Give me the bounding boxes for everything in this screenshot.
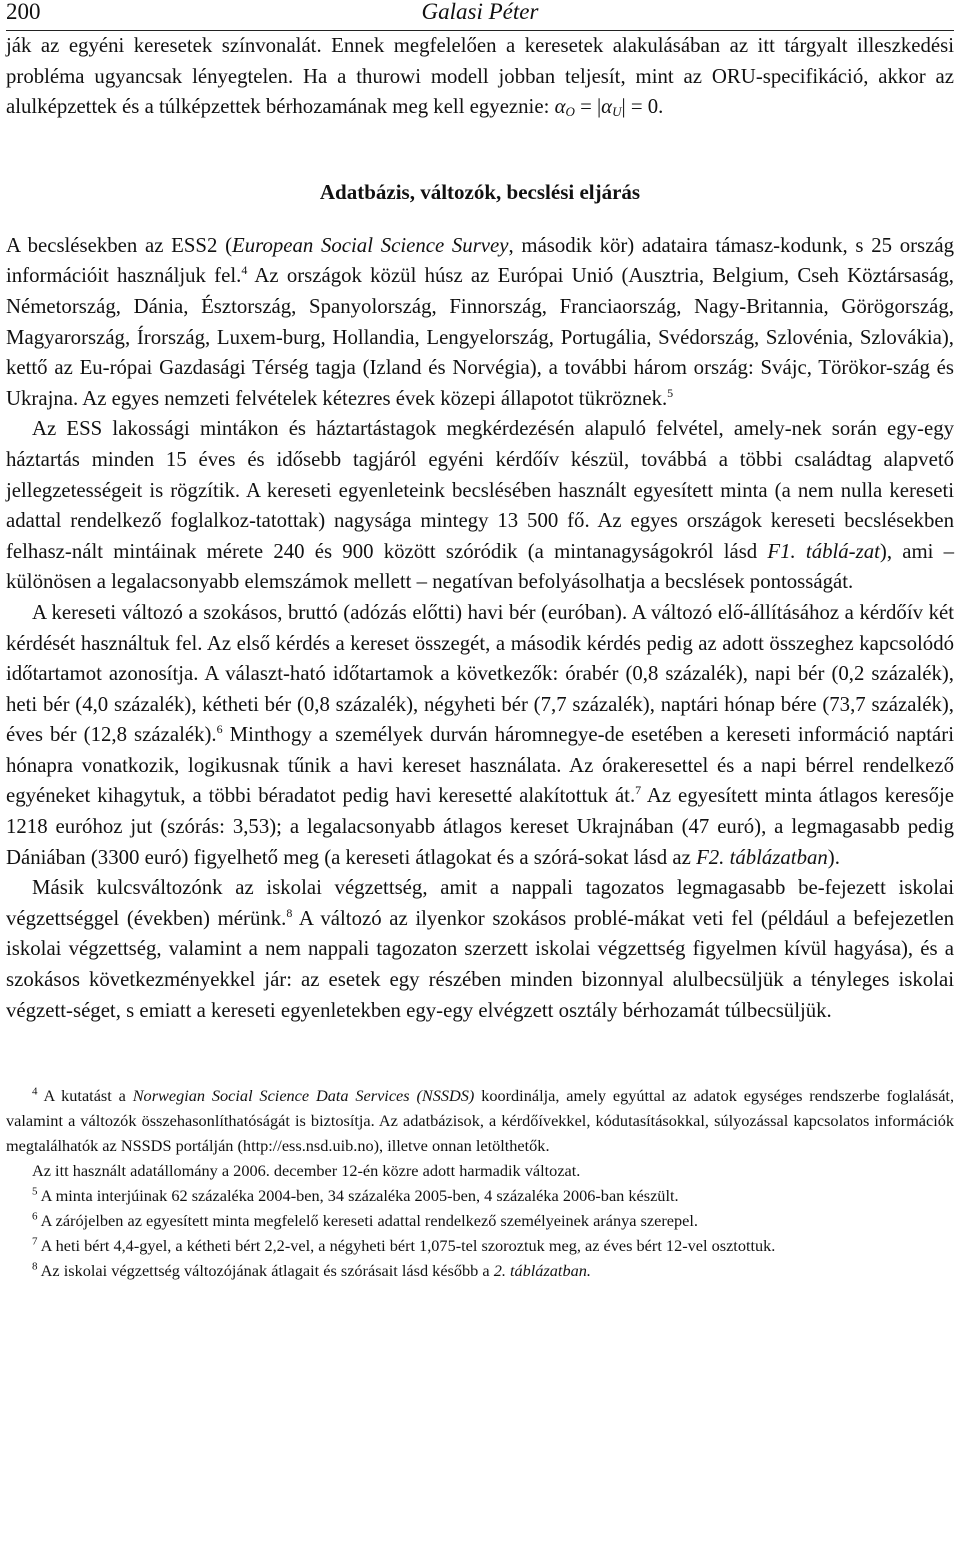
body-text [6,31,954,1026]
footnote-6 [6,1209,954,1234]
table-ref-f1: F1. táblá-zat [767,539,880,563]
alpha-symbol: α [601,95,613,119]
text-run: A kutatást a [37,1086,133,1106]
page-number: 200 [6,0,41,24]
intro-paragraph [6,31,954,123]
footnote-4 [6,1084,954,1159]
paragraph-education [6,873,954,1026]
table-ref-2: 2. táblázatban. [493,1260,591,1280]
text-run: Az országok közül húsz az Európai Unió (Ausztria, Belgium, Cseh Köztársaság, Németország, Dánia, Észtország, Spanyolország, Finnország, Franciaország, Nagy-Britannia, Görögország, Magyarország, Írország, Luxem-burg, Hollandia, Lengyelország, Portugália, Svédország, Szlovénia, Szlovákia), kettő az Eu-rópai Gazdasági Térség tagja (Izland és Norvégia), a további három ország: Svájc, Törökor-szág és Ukrajna. Az egyes nemzeti felvételek kétezres évek közepi állapotot tükröznek. [6,264,954,410]
text-run: , második kör) adataira támasz-kodunk, s 25 ország információit használjuk fel. [6,233,954,288]
text-run: A minta interjúinak 62 százaléka 2004-ben, 34 százaléka 2005-ben, 4 százaléka 2006-ban készült. [37,1185,679,1205]
text-run: A becslésekben az ESS2 ( [6,233,233,257]
text-run: Az ESS lakossági mintákon és háztartástagok megkérdezésén alapuló felvétel, amely-nek során egy-egy háztartás minden 15 éves és idősebb tagjáról egyéni kérdőív készül, továbbá a többi családtag alapvető jellegzetességeit is rögzítik. A kereseti egyenleteink becslésében használt egyesített minta (a nem nulla kereseti adattal rendelkező foglalkoz-tatottak) nagysága mintegy 13 500 fő. Az egyes országok kereseti becslésekben felhasz-nált mintáinak mérete 240 és 900 között szóródik (a mintanagyságokról lásd [6,417,954,563]
footnote-7 [6,1234,954,1259]
footnote-ref-4[interactable]: 4 [241,263,248,278]
equation-part: | = 0. [621,95,664,119]
footnote-mark: 6 [32,1210,38,1223]
organization-name: Norwegian Social Science Data Services (NSSDS) [132,1086,475,1106]
footnote-ref-5[interactable]: 5 [667,385,674,400]
text-run: A kereseti változó a szokásos, bruttó (adózás előtti) havi bér (euróban). A változó elő-állításához a kérdőív két kérdését használtuk fel. Az első kérdés a kereset összegét, a második kérdés pedig az adott összeghez kapcsolódó időtartamot azonosítja. A választ-ható időtartamok a következők: órabér (0,8 százalék), napi bér (0,2 százalék), heti bér (4,0 százalék), kétheti bér (0,8 százalék), négyheti bér (7,7 százalék), naptári hónap bére (73,7 százalék), éves bér (12,8 százalék). [6,600,954,747]
survey-name: European Social Science Survey [232,233,509,257]
text-run: koordinálja, amely egyúttal az adatok egységes rendszerbe foglalását, valamint a változók összehasonlíthatóságát is biztosítja. Az adatbázisok, a kérdőívekkel, kódutasításokkal, súlyozással kapcsolatos információk megtalálhatók az NSSDS portálján (http://ess.nsd.uib.no), illetve onnan letölthetők. [6,1086,955,1156]
section-heading: Adatbázis, változók, becslési eljárás [319,179,641,204]
text-run: A zárójelben az egyesített minta megfelelő kereseti adattal rendelkező személyeinek aránya szerepel. [37,1210,698,1230]
equation-part: = | [574,95,602,119]
text-run: A változó az ilyenkor szokásos problé-mákat veti fel (például a befejezetlen iskolai végzettség, valamint a nem nappali tagozaton szerzett iskolai végzettség figyelmen kívül hagyása), és a szokásos következményekkel jár: az esetek egy részében minden bizonnyal alulbecsüljük a tényleges iskolai végzett-séget, s emiatt a kereseti egyenletekben egy-egy elvégzett osztály bérhozamát túlbecsüljük. [6,906,954,1022]
text-run: Az iskolai végzettség változójának átlagait és szórásait lásd később a [37,1260,494,1280]
footnote-mark: 4 [32,1085,38,1098]
text-run: ). [827,845,840,869]
paragraph-earnings [6,598,954,873]
footnote-mark: 8 [32,1260,38,1273]
footnote-4-continuation: Az itt használt adatállomány a 2006. december 12-én közre adott harmadik változat. [32,1160,581,1180]
page [6,0,954,1283]
footnote-mark: 7 [32,1235,38,1248]
subscript-o: O [565,104,575,120]
footnote-5 [6,1184,954,1209]
text-run: A heti bért 4,4-gyel, a kétheti bért 2,2-vel, a négyheti bért 1,075-tel szoroztuk meg, az éves bért 12-vel osztottuk. [37,1235,776,1255]
text-run: Minthogy a személyek durván háromnegye-de esetében a kereseti információ naptári hónapra vonatkozik, logikusnak tűnik a havi kereset használata. Az órakeresettel és a napi bérrel rendelkező egyéneket kihagytuk, a többi béradatot pedig havi keresetté alakítottuk át. [6,723,954,808]
footnote-ref-8[interactable]: 8 [286,905,293,920]
running-header [6,0,954,31]
footnote-8 [6,1259,954,1284]
text-run: ), ami – különösen a legalacsonyabb elemszámok mellett – negatívan befolyásolhatja a becslések pontosságát. [6,539,955,594]
footnote-mark: 5 [32,1185,38,1198]
text-run: Másik kulcsváltozónk az iskolai végzettség, amit a nappali tagozatos legmagasabb be-fejezett iskolai végzettséggel (években) mérünk. [6,876,954,930]
footnote-ref-7[interactable]: 7 [635,783,642,798]
intro-text: ják az egyéni keresetek színvonalát. Ennek megfelelően a keresetek alakulásában az itt tárgyalt illeszkedési probléma ugyancsak lényegtelen. Ha a thurowi modell jobban teljesít, mint az ORU-specifikáció, akkor az alulképzettek és a túlképzettek bérhozamának meg kell egyeznie: [6,34,954,119]
footnote-ref-6[interactable]: 6 [216,722,223,737]
paragraph-data-source [6,231,954,415]
subscript-u: U [612,104,622,120]
footnotes [6,1084,954,1283]
table-ref-f2: F2. táblázatban [696,845,828,869]
text-run: Az egyesített minta átlagos keresője 1218 euróhoz jut (szórás: 3,53); a legalacsonyabb átlagos kereset Ukrajnában (47 euró), a legmagasabb pedig Dániában (3300 euró) figyelhető meg (a kereseti átlagokat és a szórá-sokat lásd az [6,784,954,869]
paragraph-sample [6,414,954,598]
alpha-symbol: α [554,95,566,119]
running-author: Galasi Péter [421,0,539,24]
